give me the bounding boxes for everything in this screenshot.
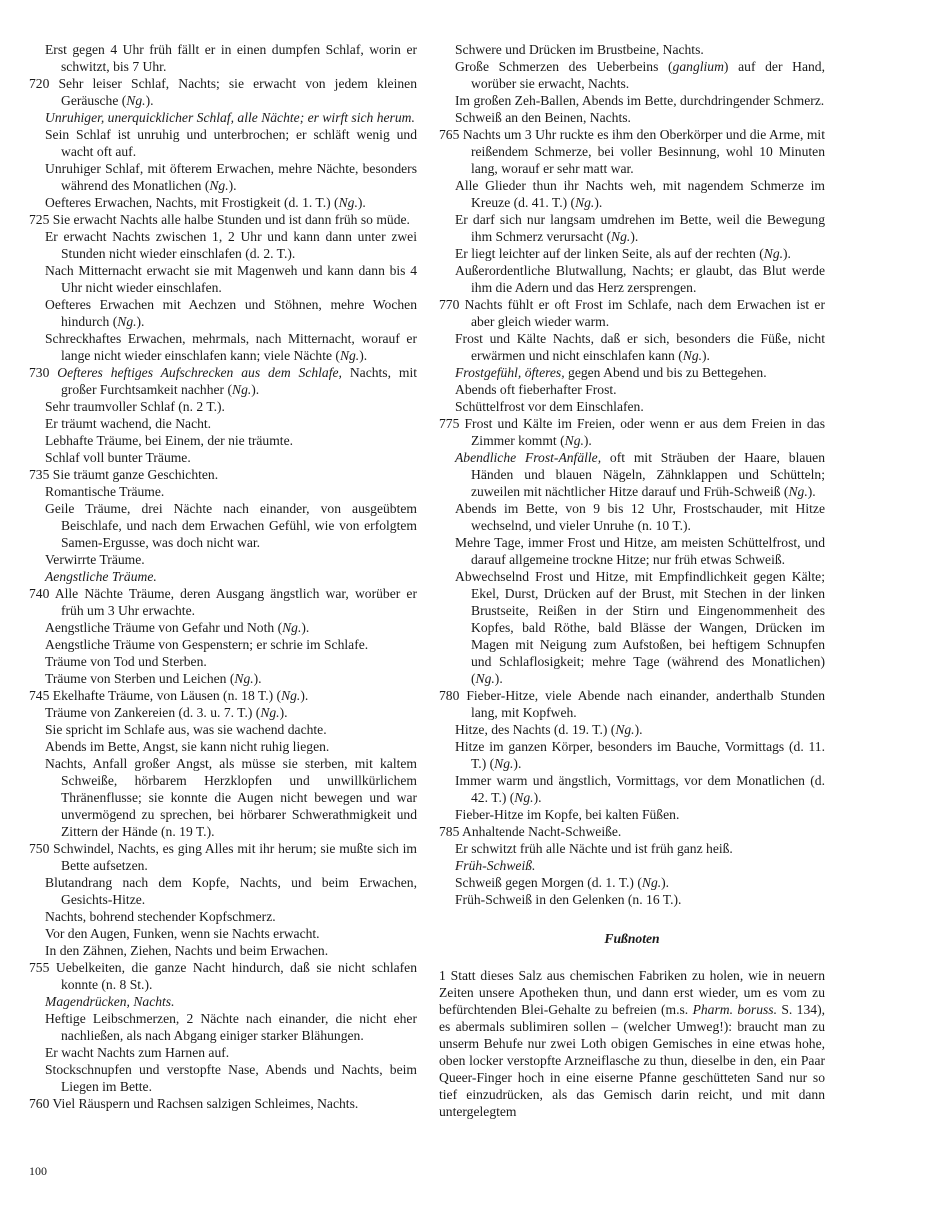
symptom-entry: 720 Sehr leiser Schlaf, Nachts; sie erwacht von jedem kleinen Geräusche (Ng.). xyxy=(29,76,417,108)
symptom-entry: Blutandrang nach dem Kopfe, Nachts, und beim Erwachen, Gesichts-Hitze. xyxy=(45,875,417,907)
symptom-entry: Frostgefühl, öfteres, gegen Abend und bis zu Bettegehen. xyxy=(455,365,767,380)
symptom-entry: Stockschnupfen und verstopfte Nase, Abends und Nachts, beim Liegen im Bette. xyxy=(45,1062,417,1094)
symptom-entry: Im großen Zeh-Ballen, Abends im Bette, durchdringender Schmerz. xyxy=(455,93,825,108)
symptom-entry: 775 Frost und Kälte im Freien, oder wenn er aus dem Freien in das Zimmer kommt (Ng.). xyxy=(439,416,825,448)
symptom-entry: Nach Mitternacht erwacht sie mit Magenweh und kann dann bis 4 Uhr nicht wieder einschlafen. xyxy=(45,263,417,295)
symptom-entry: Träume von Zankereien (d. 3. u. 7. T.) (Ng.). xyxy=(45,705,288,720)
symptom-entry: 750 Schwindel, Nachts, es ging Alles mit ihr herum; sie mußte sich im Bette aufsetzen. xyxy=(29,841,417,873)
symptom-entry: Er träumt wachend, die Nacht. xyxy=(45,416,212,431)
symptom-entry: Aengstliche Träume von Gefahr und Noth (Ng.). xyxy=(45,620,310,635)
symptom-entry: Abendliche Frost-Anfälle, oft mit Sträuben der Haare, blauen Händen und blauen Nägeln, Zähnklappen und Schütteln; zuweilen mit nächtlicher Hitze darauf und Früh-Schweiß (Ng.). xyxy=(455,450,826,499)
symptom-entry: Heftige Leibschmerzen, 2 Nächte nach einander, die nicht eher nachließen, als nach Abgang einiger starker Blähungen. xyxy=(45,1011,417,1043)
symptom-entry: Aengstliche Träume von Gespenstern; er schrie im Schlafe. xyxy=(45,637,369,652)
symptom-entry: Verwirrte Träume. xyxy=(45,552,145,567)
symptom-entry: Oefteres Erwachen mit Aechzen und Stöhnen, mehre Wochen hindurch (Ng.). xyxy=(45,297,417,329)
symptom-entry: Erst gegen 4 Uhr früh fällt er in einen dumpfen Schlaf, worin er schwitzt, bis 7 Uhr. xyxy=(45,42,417,74)
symptom-entry: 730 Oefteres heftiges Aufschrecken aus dem Schlafe, Nachts, mit großer Furchtsamkeit nachher (Ng.). xyxy=(29,365,417,397)
symptom-entry: Sehr traumvoller Schlaf (n. 2 T.). xyxy=(45,399,225,414)
symptom-entry: Alle Glieder thun ihr Nachts weh, mit nagendem Schmerze im Kreuze (d. 41. T.) (Ng.). xyxy=(455,178,825,210)
symptom-entry: Sein Schlaf ist unruhig und unterbrochen; er schläft wenig und wacht oft auf. xyxy=(45,127,417,159)
symptom-entry: Abwechselnd Frost und Hitze, mit Empfindlichkeit gegen Kälte; Ekel, Durst, Drücken auf der Brust, mit Stechen in der linken Brustseite, Reißen in der Stirn und Eingenommenheit des Kopfes, bald Röthe, bald Blässe der Wangen, Drücken im Magen mit Neigung zum Aufstoßen, bei heftigem Schnupfen und Schlaflosigkeit; mehre Tage (während des Monatlichen) (Ng.). xyxy=(455,569,825,686)
symptom-entry: Träume von Tod und Sterben. xyxy=(45,654,207,669)
symptom-entry: Schreckhaftes Erwachen, mehrmals, nach Mitternacht, worauf er lange nicht wieder einschlafen kann; viele Nächte (Ng.). xyxy=(45,331,417,363)
symptom-entry: Abends im Bette, Angst, sie kann nicht ruhig liegen. xyxy=(45,739,330,754)
symptom-entry: Hitze im ganzen Körper, besonders im Bauche, Vormittags (d. 11. T.) (Ng.). xyxy=(455,739,825,771)
symptom-entry: Unruhiger Schlaf, mit öfterem Erwachen, mehre Nächte, besonders während des Monatlichen (Ng.). xyxy=(45,161,417,193)
symptom-entry: Große Schmerzen des Ueberbeins (ganglium) auf der Hand, worüber sie erwacht, Nachts. xyxy=(455,59,825,91)
symptom-entry: Schüttelfrost vor dem Einschlafen. xyxy=(455,399,644,414)
symptom-entry: Immer warm und ängstlich, Vormittags, vor dem Monatlichen (d. 42. T.) (Ng.). xyxy=(455,773,825,805)
symptom-entry: Außerordentliche Blutwallung, Nachts; er glaubt, das Blut werde ihm die Adern und das Herz zersprengen. xyxy=(455,263,825,295)
symptom-entry: 785 Anhaltende Nacht-Schweiße. xyxy=(439,824,622,839)
symptom-entry: Er darf sich nur langsam umdrehen im Bette, weil die Bewegung ihm Schmerz verursacht (Ng.). xyxy=(455,212,825,244)
symptom-entry: 770 Nachts fühlt er oft Frost im Schlafe, nach dem Erwachen ist er aber gleich wieder warm. xyxy=(439,297,825,329)
symptom-entry: In den Zähnen, Ziehen, Nachts und beim Erwachen. xyxy=(45,943,329,958)
symptom-entry: Nachts, Anfall großer Angst, als müsse sie sterben, mit kaltem Schweiße, hörbarem Herzklopfen und unwillkürlichem Thränenflusse; sie konnte die Augen nicht bewegen und war unvermögend zu sprechen, bei hörbarer Schwerathmigkeit und Zittern der Hände (n. 19 T.). xyxy=(45,756,417,839)
symptom-entry: Abends im Bette, von 9 bis 12 Uhr, Frostschauder, mit Hitze wechselnd, und vieler Unruhe (n. 10 T.). xyxy=(455,501,825,533)
symptom-entry: Unruhiger, unerquicklicher Schlaf, alle Nächte; er wirft sich herum. xyxy=(45,110,415,125)
symptom-entry: Schweiß gegen Morgen (d. 1. T.) (Ng.). xyxy=(455,875,670,890)
symptom-entry: Fieber-Hitze im Kopfe, bei kalten Füßen. xyxy=(455,807,680,822)
symptom-entry: Geile Träume, drei Nächte nach einander, von ausgeübtem Beischlafe, und nach dem Erwachen Gefühl, wie von erfolgtem Samen-Ergusse, was doch nicht war. xyxy=(45,501,417,550)
symptom-entry: Frost und Kälte Nachts, daß er sich, besonders die Füße, nicht erwärmen und nicht einschlafen kann (Ng.). xyxy=(455,331,825,363)
symptom-entry: 765 Nachts um 3 Uhr ruckte es ihm den Oberkörper und die Arme, mit reißendem Schmerze, bei voller Besinnung, wohl 10 Minuten lang, worauf er sehr matt war. xyxy=(439,127,825,176)
symptom-entry: Schwere und Drücken im Brustbeine, Nachts. xyxy=(455,42,704,57)
symptom-entry: Hitze, des Nachts (d. 19. T.) (Ng.). xyxy=(455,722,643,737)
symptom-entry: Schweiß an den Beinen, Nachts. xyxy=(455,110,631,125)
symptom-entry: Schlaf voll bunter Träume. xyxy=(45,450,191,465)
symptom-entry: Abends oft fieberhafter Frost. xyxy=(455,382,617,397)
footnotes-title: Fußnoten xyxy=(604,931,660,946)
right-column xyxy=(439,41,825,1120)
symptom-entry: Er schwitzt früh alle Nächte und ist früh ganz heiß. xyxy=(455,841,733,856)
symptom-entry: Nachts, bohrend stechender Kopfschmerz. xyxy=(45,909,276,924)
symptom-entry: Träume von Sterben und Leichen (Ng.). xyxy=(45,671,262,686)
symptom-entry: 740 Alle Nächte Träume, deren Ausgang ängstlich war, worüber er früh um 3 Uhr erwachte. xyxy=(29,586,417,618)
symptom-entry: 755 Uebelkeiten, die ganze Nacht hindurch, daß sie nicht schlafen konnte (n. 8 St.). xyxy=(29,960,417,992)
symptom-entry: Früh-Schweiß in den Gelenken (n. 16 T.). xyxy=(455,892,682,907)
symptom-entry: Mehre Tage, immer Frost und Hitze, am meisten Schüttelfrost, und darauf allgemeine trockne Hitze; nur früh etwas Schweiß. xyxy=(455,535,825,567)
symptom-entry: Vor den Augen, Funken, wenn sie Nachts erwacht. xyxy=(45,926,320,941)
symptom-entry: 725 Sie erwacht Nachts alle halbe Stunden und ist dann früh so müde. xyxy=(29,212,410,227)
symptom-entry: 780 Fieber-Hitze, viele Abende nach einander, anderthalb Stunden lang, mit Kopfweh. xyxy=(439,688,825,720)
symptom-entry: 735 Sie träumt ganze Geschichten. xyxy=(29,467,219,482)
symptom-entry: Lebhafte Träume, bei Einem, der nie träumte. xyxy=(45,433,294,448)
symptom-entry: Oefteres Erwachen, Nachts, mit Frostigkeit (d. 1. T.) (Ng.). xyxy=(45,195,366,210)
symptom-entry: Er liegt leichter auf der linken Seite, als auf der rechten (Ng.). xyxy=(455,246,791,261)
symptom-entry: 745 Ekelhafte Träume, von Läusen (n. 18 T.) (Ng.). xyxy=(29,688,309,703)
footnote-text: 1 Statt dieses Salz aus chemischen Fabriken zu holen, wie in neuern Zeiten unsere Apotheken thun, und dann erst wieder, um es vom zu befürchtenden Blei-Gehalte zu befreien (m.s. Pharm. boruss. S. 134), es abermals sublimiren sollen – (welcher Umweg!): braucht man zu unserm Behufe nur zwei Loth obigen Gemisches in eine etwas hohe, oben locker verstopfte Arzneiflasche zu thun, dieselbe in den, ein Paar Queer-Finger hoch in eine eiserne Pfanne geschütteten Sand nur so tief einzudrücken, als das Gemisch darin reicht, und mit dann untergelegtem xyxy=(439,968,826,1119)
symptom-entry: 760 Viel Räuspern und Rachsen salzigen Schleimes, Nachts. xyxy=(29,1096,359,1111)
symptom-entry: Magendrücken, Nachts. xyxy=(45,994,175,1009)
symptom-entry: Aengstliche Träume. xyxy=(45,569,157,584)
right-column-entries xyxy=(439,41,825,908)
page-number: 100 xyxy=(29,1164,47,1178)
symptom-entry: Romantische Träume. xyxy=(45,484,165,499)
left-column xyxy=(29,41,417,1112)
symptom-entry: Er erwacht Nachts zwischen 1, 2 Uhr und kann dann unter zwei Stunden nicht wieder einschlafen (d. 2. T.). xyxy=(45,229,417,261)
symptom-entry: Er wacht Nachts zum Harnen auf. xyxy=(45,1045,230,1060)
symptom-entry: Sie spricht im Schlafe aus, was sie wachend dachte. xyxy=(45,722,327,737)
symptom-entry: Früh-Schweiß. xyxy=(455,858,536,873)
